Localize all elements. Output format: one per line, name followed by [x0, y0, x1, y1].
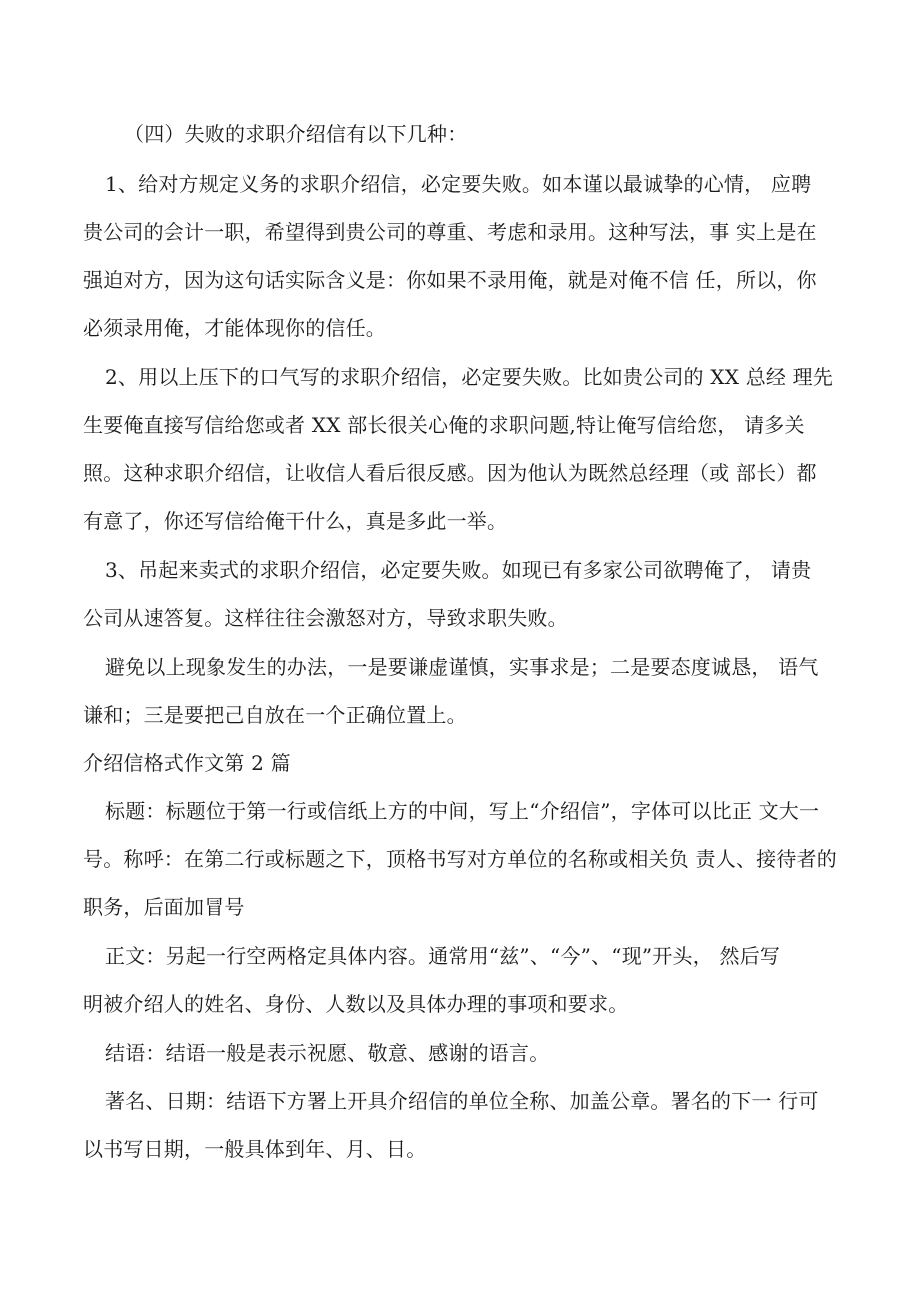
signature-para-line-1: 著名、日期：结语下方署上开具介绍信的单位全称、加盖公章。署名的下一 行可 — [105, 1089, 819, 1113]
item1-line-3: 强迫对方，因为这句话实际含义是：你如果不录用俺，就是对俺不信 任，所以，你 — [83, 268, 817, 292]
item3-line-2: 公司从速答复。这样往往会激怒对方，导致求职失败。 — [83, 606, 568, 630]
closing-para-line-1: 结语：结语一般是表示祝愿、敬意、感谢的语言。 — [105, 1041, 550, 1065]
avoid-line-2: 谦和；三是要把己自放在一个正确位置上。 — [83, 703, 467, 727]
body-para-line-1: 正文：另起一行空两格定具体内容。通常用“兹”、“今”、“现”开头， 然后写 — [105, 944, 781, 968]
avoid-line-1: 避免以上现象发生的办法，一是要谦虚谨慎，实事求是；二是要态度诚恳， 语气 — [105, 655, 819, 679]
item1-line-2: 贵公司的会计一职，希望得到贵公司的尊重、考虑和录用。这种写法，事 实上是在 — [83, 220, 817, 244]
item2-line-4: 有意了，你还写信给俺干什么，真是多此一举。 — [83, 509, 508, 533]
section-heading: （四）失败的求职介绍信有以下几种： — [124, 122, 468, 146]
item2-line-2: 生要俺直接写信给您或者 XX 部长很关心俺的求职问题,特让俺写信给您， 请多关 — [83, 413, 805, 437]
title-para-line-1: 标题：标题位于第一行或信纸上方的中间，写上“介绍信”，字体可以比正 文大一 — [105, 799, 820, 823]
signature-para-line-2: 以书写日期，一般具体到年、月、日。 — [83, 1137, 427, 1161]
item3-line-1: 3、吊起来卖式的求职介绍信，必定要失败。如现已有多家公司欲聘俺了， 请贵 — [105, 558, 812, 582]
article-title: 介绍信格式作文第 2 篇 — [83, 751, 291, 775]
body-para-line-2: 明被介绍人的姓名、身份、人数以及具体办理的事项和要求。 — [83, 992, 629, 1016]
item2-line-1: 2、用以上压下的口气写的求职介绍信，必定要失败。比如贵公司的 XX 总经 理先 — [105, 365, 834, 389]
item1-line-1: 1、给对方规定义务的求职介绍信，必定要失败。如本谨以最诚挚的心情， 应聘 — [105, 172, 812, 196]
item1-line-4: 必须录用俺，才能体现你的信任。 — [83, 316, 386, 340]
title-para-line-2: 号。称呼：在第二行或标题之下，顶格书写对方单位的名称或相关负 责人、接待者的 — [83, 847, 837, 871]
item2-line-3: 照。这种求职介绍信，让收信人看后很反感。因为他认为既然总经理（或 部长）都 — [83, 461, 817, 485]
title-para-line-3: 职务，后面加冒号 — [83, 895, 245, 919]
